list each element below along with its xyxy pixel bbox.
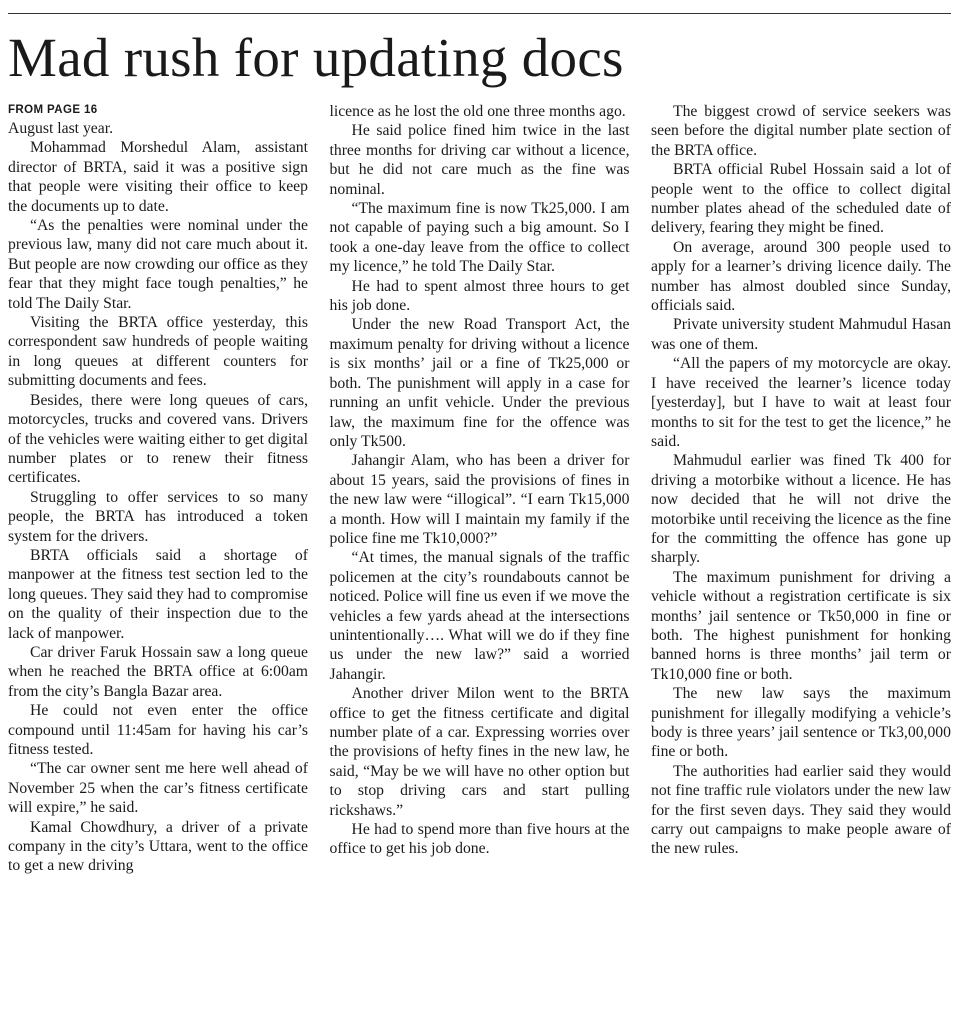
paragraph: licence as he lost the old one three months ago. [329, 103, 626, 120]
paragraph: BRTA officials said a shortage of manpower at the fitness test section led to the long queues. They said they had to compromise on the quality of their inspection due to the lack of manpower. [8, 546, 308, 642]
paragraph: He had to spend more than five hours at the office to get his job done. [329, 821, 630, 858]
paragraph: Visiting the BRTA office yesterday, this correspondent saw hundreds of people waiting in long queues at different counters for submitting documents and fees. [8, 314, 308, 390]
paragraph: Struggling to offer services to so many people, the BRTA has introduced a token system for the drivers. [8, 488, 308, 545]
paragraph: The new law says the maximum punishment for illegally modifying a vehicle’s body is three years’ jail sentence or Tk3,00,000 fine or both. [651, 685, 951, 761]
paragraph: Another driver Milon went to the BRTA office to get the fitness certificate and digital number plate of a car. Expressing worries over the provisions of hefty fines in the new law, he said, “May be we will have no other option but to stop driving cars and start pulling rickshaws.” [329, 685, 630, 819]
paragraph: Mohammad Morshedul Alam, assistant director of BRTA, said it was a positive sign that people were visiting their office to keep the documents up to date. [8, 139, 308, 215]
paragraph: On average, around 300 people used to apply for a learner’s driving licence daily. The number has almost doubled since Sunday, officials said. [651, 238, 951, 315]
paragraph: “The maximum fine is now Tk25,000. I am not capable of paying such a big amount. So I took a one-day leave from the office to collect my licence,” he told The Daily Star. [329, 200, 630, 276]
column-2 [330, 102, 630, 876]
paragraph: Besides, there were long queues of cars, motorcycles, trucks and covered vans. Drivers of the vehicles were waiting either to get digital number plates or to renew their fitness certificates. [8, 391, 308, 487]
paragraph: Private university student Mahmudul Hasan was one of them. [651, 316, 951, 353]
paragraph: “All the papers of my motorcycle are okay. I have received the learner’s licence today [yesterday], but I have to wait at least four months to sit for the test to get the licence,” he said. [651, 355, 951, 450]
column-1 [8, 102, 308, 876]
paragraph: Mahmudul earlier was fined Tk 400 for driving a motorbike without a licence. He has now decided that he will not drive the motorbike until receiving the licence as the fine for the committing the offence has gone up sharply. [651, 452, 951, 567]
paragraph: He had to spent almost three hours to get his job done. [329, 277, 630, 315]
paragraph: Car driver Faruk Hossain saw a long queue when he reached the BRTA office at 6:00am from the city’s Bangla Bazar area. [8, 643, 308, 700]
top-rule [8, 13, 951, 14]
article-body [8, 102, 951, 876]
paragraph: The biggest crowd of service seekers was seen before the digital number plate section of the BRTA office. [651, 103, 951, 159]
column-3 [651, 102, 951, 876]
paragraph: “The car owner sent me here well ahead of November 25 when the car’s fitness certificate will expire,” he said. [8, 760, 308, 817]
paragraph: August last year. [8, 120, 114, 137]
paragraph: Jahangir Alam, who has been a driver for about 15 years, said the provisions of fines in the new law were “illogical”. “I earn Tk15,000 a month. How will I maintain my family if the police fine me Tk10,000?” [329, 452, 630, 547]
dateline: FROM PAGE 16 [8, 104, 98, 116]
headline: Mad rush for updating docs [8, 27, 624, 88]
paragraph: Under the new Road Transport Act, the maximum penalty for driving without a licence is six months’ jail or a fine of Tk25,000 or both. The punishment will apply in a case for running an unfit vehicle. Under the previous law, the maximum fine for the offence was only Tk500. [329, 316, 630, 450]
paragraph: He could not even enter the office compound until 11:45am for having his car’s fitness tested. [8, 702, 308, 758]
paragraph: The maximum punishment for driving a vehicle without a registration certificate is six months’ jail sentence or Tk50,000 in fine or both. The highest punishment for honking banned horns is three months’ jail term or Tk10,000 fine or both. [651, 568, 951, 683]
paragraph: “As the penalties were nominal under the previous law, many did not care much about it. But people are now crowding our office as they fear that they might face tough penalties,” he told The Daily Star. [8, 217, 308, 312]
paragraph: He said police fined him twice in the last three months for driving car without a licence, but he did not care much as the fine was nominal. [329, 122, 630, 198]
paragraph: “At times, the manual signals of the traffic policemen at the city’s roundabouts cannot be noticed. Police will fine us even if we move the vehicles a few yards ahead at the intersections unintentionally…. What will we do if they fine us under the new law?” said a worried Jahangir. [329, 549, 630, 683]
paragraph: The authorities had earlier said they would not fine traffic rule violators under the new law for the first seven days. They said they would carry out campaigns to make people aware of the new rules. [651, 762, 951, 858]
paragraph: Kamal Chowdhury, a driver of a private company in the city’s Uttara, went to the office to get a new driving [8, 818, 308, 875]
paragraph: BRTA official Rubel Hossain said a lot of people went to the office to collect digital number plates ahead of the scheduled date of delivery, fearing they might be fined. [651, 161, 951, 237]
